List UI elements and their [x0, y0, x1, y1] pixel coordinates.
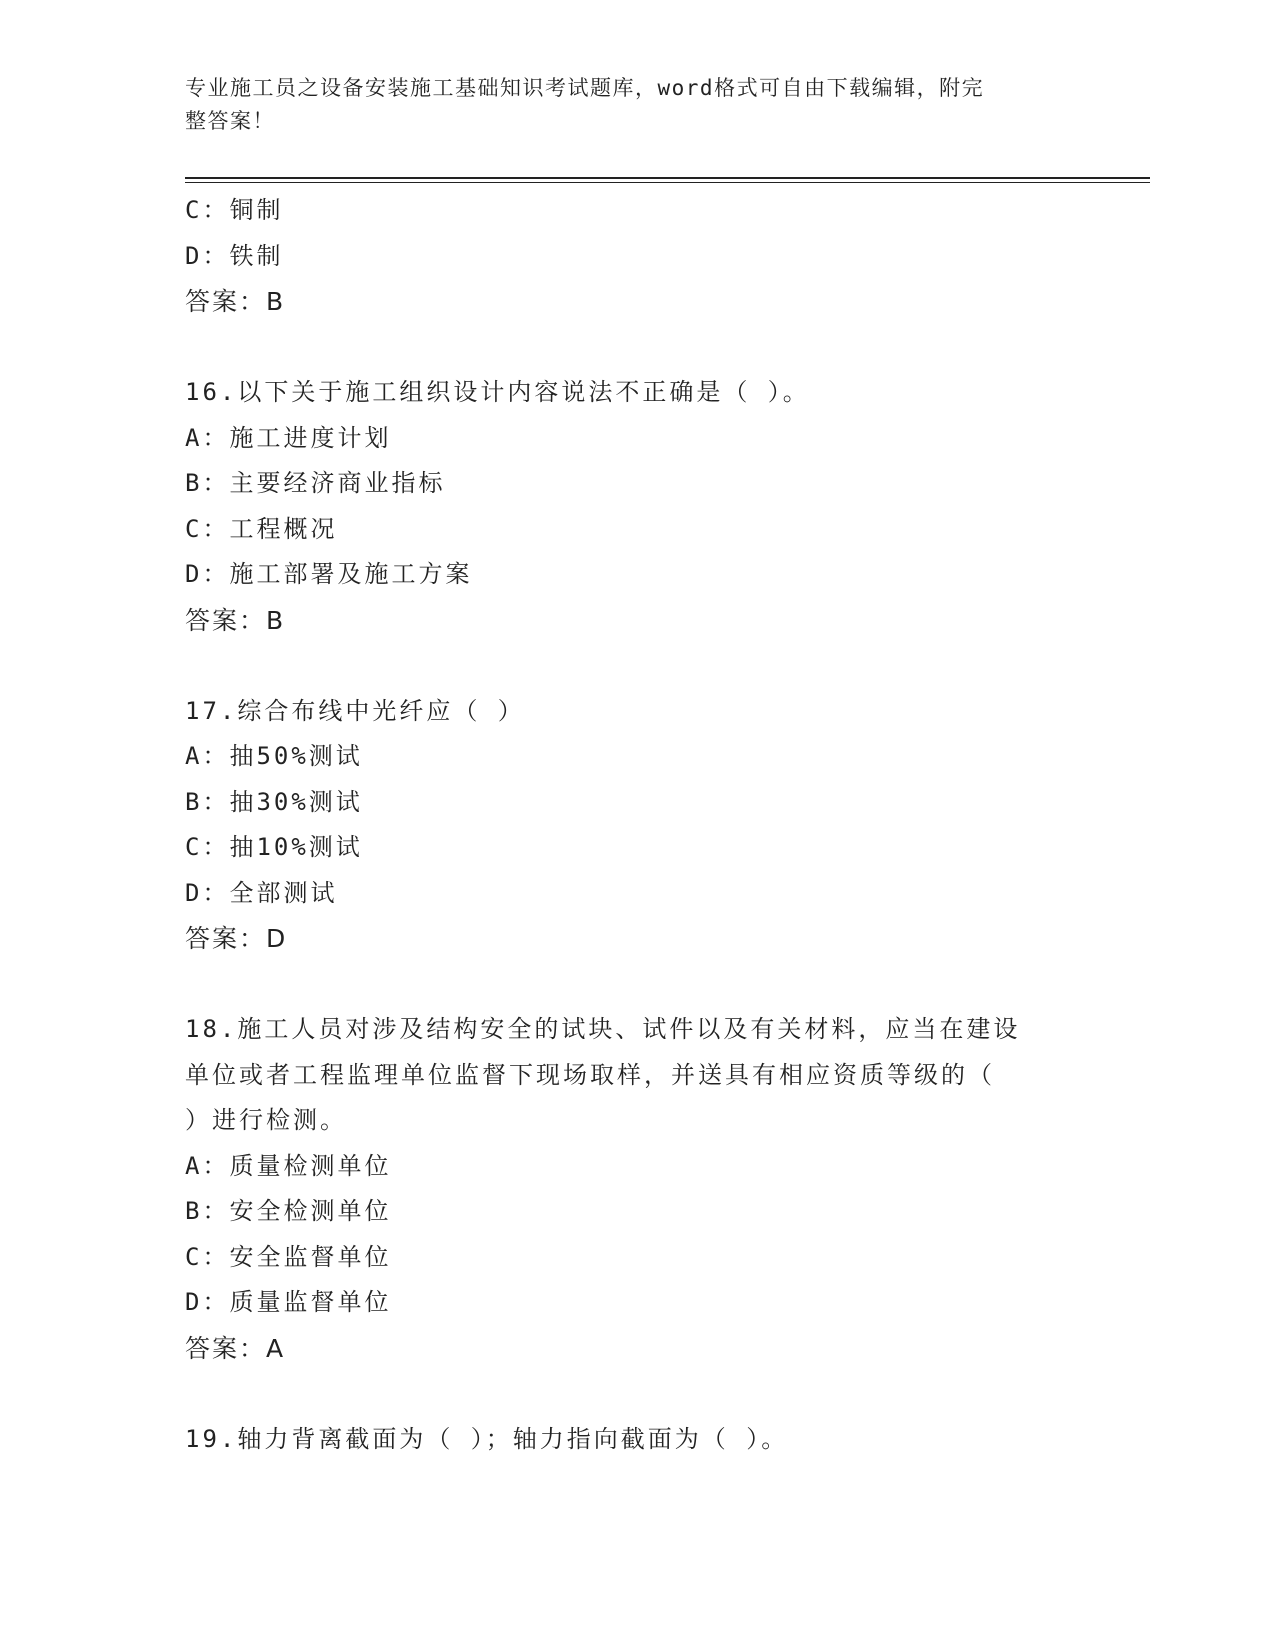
document-header — [185, 72, 1065, 138]
option-b: B：安全检测单位 — [185, 1197, 392, 1225]
option-a: A：抽50%测试 — [185, 742, 363, 770]
option-a: A：施工进度计划 — [185, 423, 392, 452]
spacer — [185, 643, 1085, 689]
question-text-line-2: 单位或者工程监理单位监督下现场取样，并送具有相应资质等级的（ — [185, 1060, 995, 1089]
question-text: 17.综合布线中光纤应（ ） — [185, 696, 525, 725]
question-18 — [185, 1007, 1085, 1371]
option-c: C：铜制 — [185, 196, 284, 224]
option-b: B：抽30%测试 — [185, 787, 363, 816]
header-line-1: 专业施工员之设备安装施工基础知识考试题库，word格式可自由下载编辑，附完 — [185, 76, 985, 100]
answer: 答案：B — [185, 605, 286, 635]
header-divider — [185, 177, 1150, 179]
question-text: 19.轴力背离截面为（ ）；轴力指向截面为（ ）。 — [185, 1424, 789, 1453]
header-line-2: 整答案！ — [185, 109, 275, 133]
spacer — [185, 962, 1085, 1008]
question-list — [185, 188, 1085, 1462]
header-divider-thin — [185, 182, 1150, 183]
question-16 — [185, 370, 1085, 643]
option-c: C：抽10%测试 — [185, 833, 363, 861]
option-c: C：工程概况 — [185, 514, 338, 543]
option-c: C：安全监督单位 — [185, 1242, 392, 1271]
option-b: B：主要经济商业指标 — [185, 469, 446, 497]
question-17 — [185, 689, 1085, 962]
question-15 — [185, 188, 1085, 325]
answer: 答案：B — [185, 287, 286, 316]
option-d: D：铁制 — [185, 241, 284, 270]
option-d: D：全部测试 — [185, 878, 338, 907]
question-19 — [185, 1417, 1085, 1463]
option-d: D：施工部署及施工方案 — [185, 560, 473, 588]
option-a: A：质量检测单位 — [185, 1151, 392, 1180]
option-d: D：质量监督单位 — [185, 1288, 392, 1316]
spacer — [185, 1371, 1085, 1417]
answer: 答案：A — [185, 1333, 286, 1363]
spacer — [185, 325, 1085, 371]
question-text-line-3: ）进行检测。 — [185, 1106, 347, 1134]
answer: 答案：D — [185, 924, 288, 953]
question-text: 16.以下关于施工组织设计内容说法不正确是（ ）。 — [185, 378, 810, 406]
question-text-line-1: 18.施工人员对涉及结构安全的试块、试件以及有关材料，应当在建设 — [185, 1015, 1021, 1043]
